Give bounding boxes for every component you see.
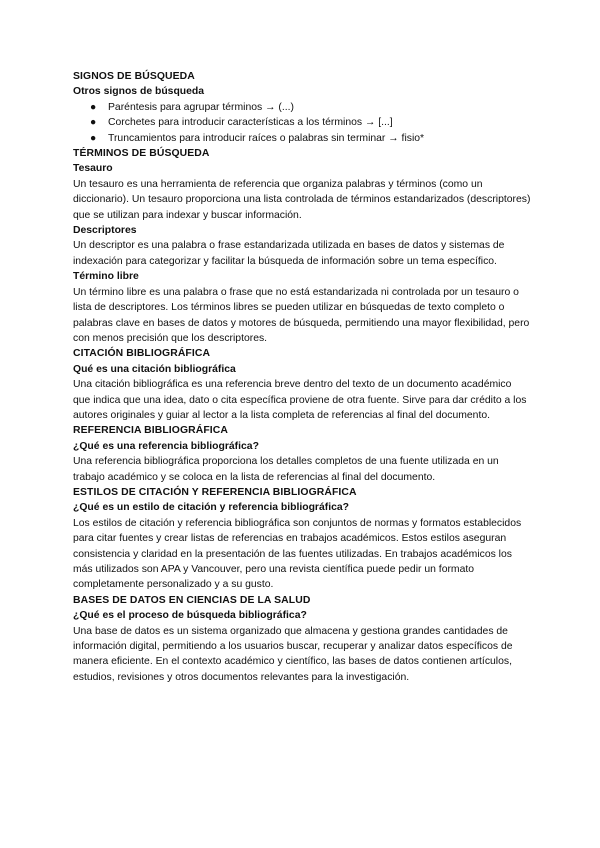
subsection-heading: Otros signos de búsqueda — [73, 86, 205, 98]
list-item-text: Truncamientos para introducir raíces o palabras sin terminar → fisio* — [108, 132, 425, 144]
section-title: BASES DE DATOS EN CIENCIAS DE LA SALUD — [73, 594, 311, 606]
document-page — [73, 69, 533, 685]
paragraph: Una referencia bibliográfica proporciona los detalles completos de una fuente utilizada en un trabajo académico y se coloca en la lista de referencias al final del documento. — [73, 456, 499, 483]
paragraph: Una base de datos es un sistema organizado que almacena y gestiona grandes cantidades de información digital, permitiendo a los usuarios buscar, recuperar y analizar datos específicos de manera eficiente. En el contexto académico y científico, las bases de datos contienen artículos, estudios, revisiones y otros documentos relevantes para la investigación. — [73, 625, 513, 683]
section-citacion — [73, 346, 533, 423]
section-title: ESTILOS DE CITACIÓN Y REFERENCIA BIBLIOGRÁFICA — [73, 486, 357, 498]
bullet-icon: ● — [90, 101, 97, 113]
list-item-text: Corchetes para introducir características a los términos → [...] — [108, 117, 393, 129]
list-item — [90, 115, 533, 130]
paragraph: Un descriptor es una palabra o frase estandarizada utilizada en bases de datos y sistemas de indexación para categorizar y facilitar la búsqueda de información sobre un tema específico. — [73, 240, 505, 267]
section-terminos — [73, 146, 533, 346]
section-title: SIGNOS DE BÚSQUEDA — [73, 71, 195, 82]
subsection-heading: Qué es una citación bibliográfica — [73, 363, 236, 375]
subsection-heading: ¿Qué es una referencia bibliográfica? — [73, 440, 259, 452]
section-referencia — [73, 423, 533, 485]
paragraph: Los estilos de citación y referencia bibliográfica son conjuntos de normas y formatos establecidos para citar fuentes y crear listas de referencias en trabajos académicos. Estos estilos aseguran consistencia y claridad en la presentación de las fuentes utilizadas. En trabajos académicos los más utilizados son APA y Vancouver, pero una revista científica puede pedir un formato completamente personalizado y a su gusto. — [73, 517, 522, 591]
paragraph: Una citación bibliográfica es una referencia breve dentro del texto de un documento académico que indica que una idea, dato o cita específica proviene de otra fuente. Sirve para dar crédito a los autores originales y guiar al lector a la lista completa de referencias al final del documento. — [73, 379, 527, 421]
subsection-heading: Tesauro — [73, 163, 113, 175]
section-signos — [73, 69, 533, 146]
section-title: TÉRMINOS DE BÚSQUEDA — [73, 148, 210, 160]
section-estilos — [73, 485, 533, 593]
section-title: REFERENCIA BIBLIOGRÁFICA — [73, 425, 228, 437]
subsection-heading: Término libre — [73, 271, 139, 283]
list-item — [90, 100, 533, 115]
paragraph: Un tesauro es una herramienta de referencia que organiza palabras y términos (como un diccionario). Un tesauro proporciona una lista controlada de términos estandarizados (descriptores) que se utilizan para indexar y buscar información. — [73, 178, 531, 221]
section-bases-datos — [73, 593, 533, 685]
list-item — [90, 131, 533, 146]
bullet-list — [73, 100, 533, 146]
paragraph: Un término libre es una palabra o frase que no está estandarizada ni controlada por un tesauro o lista de descriptores. Los términos libres se pueden utilizar en búsquedas de texto completo o palabras clave en bases de datos y motores de búsqueda, permitiendo una mayor flexibilidad, pero con menos precisión que los descriptores. — [73, 286, 530, 344]
subsection-heading: ¿Qué es un estilo de citación y referencia bibliográfica? — [73, 502, 350, 514]
bullet-icon: ● — [90, 132, 97, 144]
subsection-heading: Descriptores — [73, 225, 137, 237]
section-title: CITACIÓN BIBLIOGRÁFICA — [73, 348, 211, 360]
bullet-icon: ● — [90, 117, 97, 129]
list-item-text: Paréntesis para agrupar términos → (...) — [108, 101, 294, 113]
subsection-heading: ¿Qué es el proceso de búsqueda bibliográfica? — [73, 610, 307, 622]
